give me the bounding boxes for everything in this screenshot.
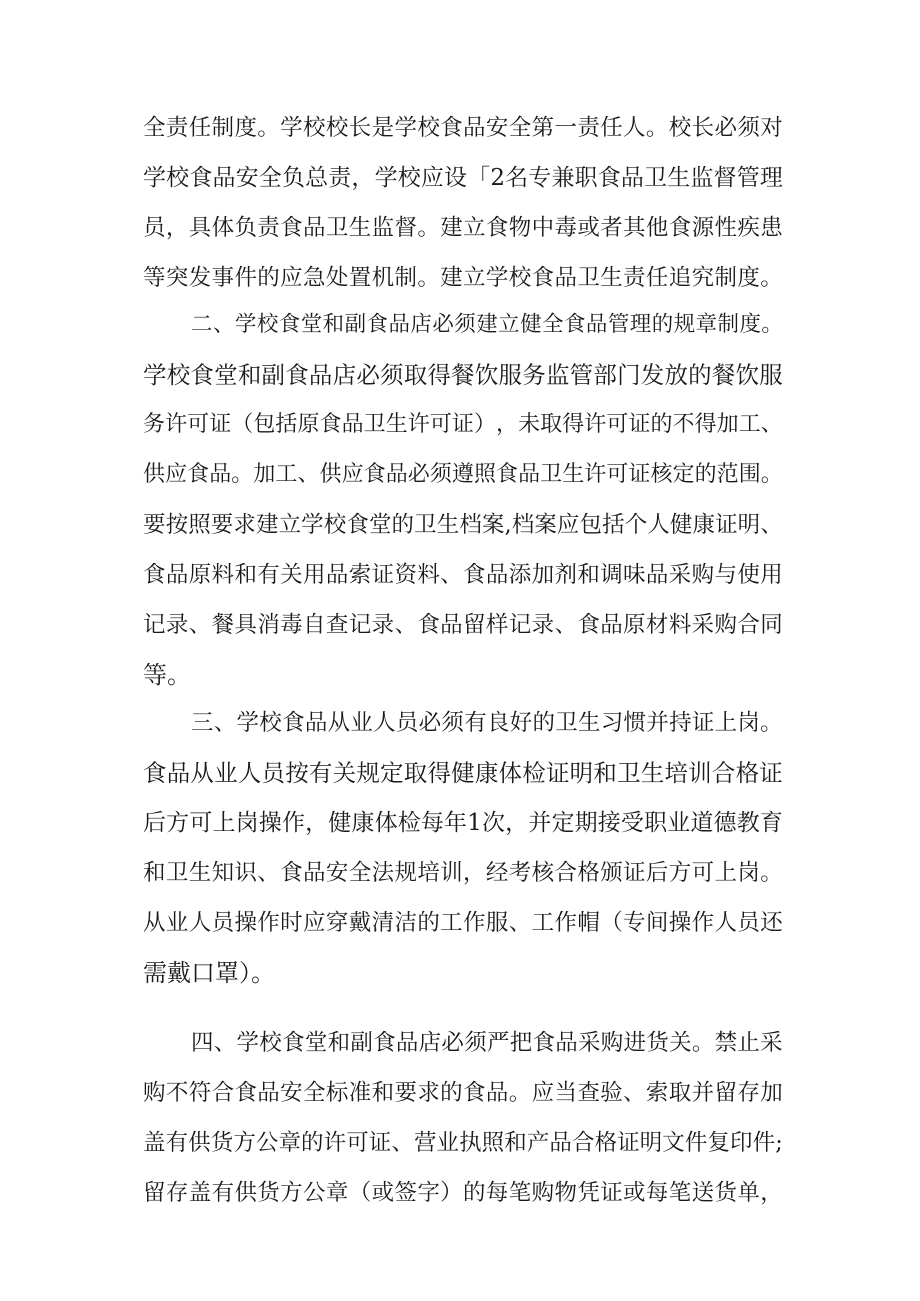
text-line: 务 许 可 证 （ 包 括 原 食 品 卫 生 许 可 证 ） ， 未 取 得 许 可 证 的 不 得 加 工 、 [143, 412, 783, 437]
text-line: 从 业 人 员 操 作 时 应 穿 戴 清 洁 的 工 作 服 、 工 作 帽 （ 专 间 操 作 人 员 还 [143, 910, 783, 936]
text-line: 需戴口罩）。 [143, 959, 275, 987]
text-line: 记 录 、 餐 具 消 毒 自 查 记 录 、 食 品 留 样 记 录 、 食 品 原 材 料 采 购 合 同 [143, 612, 783, 638]
text-line: 留 存 盖 有 供 货 方 公 章 （ 或 签 字 ） 的 每 笔 购 物 凭 证 或 每 笔 送 货 单 ， [143, 1180, 783, 1206]
text-line: 全 责 任 制 度 。 学 校 校 长 是 学 校 食 品 安 全 第 一 责 任 人 。 校 长 必 须 对 [143, 115, 783, 141]
text-line: 和 卫 生 知 识 、 食 品 安 全 法 规 培 训 ， 经 考 核 合 格 颁 证 后 方 可 上 岗 。 [143, 860, 783, 886]
text-line: 食 品 从 业 人 员 按 有 关 规 定 取 得 健 康 体 检 证 明 和 卫 生 培 训 合 格 证 [143, 759, 783, 787]
text-line: 供 应 食 品 。 加 工 、 供 应 食 品 必 须 遵 照 食 品 卫 生 许 可 证 核 定 的 范 围 。 [143, 462, 783, 487]
text-line: 盖 有 供 货 方 公 章 的 许 可 证 、 营 业 执 照 和 产 品 合 格 证 明 文 件 复 印 件 ; [143, 1130, 783, 1156]
text-line: 等 突 发 事 件 的 应 急 处 置 机 制 。 建 立 学 校 食 品 卫 生 责 任 追 究 制 度 。 [143, 265, 783, 291]
text-line: 要 按 照 要 求 建 立 学 校 食 堂 的 卫 生 档 案 , 档 案 应 包 括 个 人 健 康 证 明 、 [143, 512, 783, 538]
text-line: 食 品 原 料 和 有 关 用 品 索 证 资 料 、 食 品 添 加 剂 和 调 味 品 采 购 与 使 用 [143, 562, 783, 588]
paragraph-heading-3: 三 、 学 校 食 品 从 业 人 员 必 须 有 良 好 的 卫 生 习 惯 并 持 证 上 岗 。 [191, 710, 783, 736]
paragraph-heading-4: 四 、 学 校 食 堂 和 副 食 品 店 必 须 严 把 食 品 采 购 进 货 关 。 禁 止 采 [191, 1030, 783, 1056]
text-line: 学 校 食 品 安 全 负 总 责 ， 学 校 应 设 「 2 名 专 兼 职 食 品 卫 生 监 督 管 理 [143, 165, 783, 191]
text-line: 学 校 食 堂 和 副 食 品 店 必 须 取 得 餐 饮 服 务 监 管 部 门 发 放 的 餐 饮 服 [143, 361, 783, 389]
text-line: 等。 [143, 661, 191, 689]
text-line: 购 不 符 合 食 品 安 全 标 准 和 要 求 的 食 品 。 应 当 查 验 、 索 取 并 留 存 加 [143, 1080, 783, 1106]
text-line: 后 方 可 上 岗 操 作 ， 健 康 体 检 每 年 1 次 ， 并 定 期 接 受 职 业 道 德 教 育 [143, 810, 783, 836]
text-line: 员 ， 具 体 负 责 食 品 卫 生 监 督 。 建 立 食 物 中 毒 或 者 其 他 食 源 性 疾 患 [143, 215, 783, 241]
paragraph-heading-2: 二 、 学 校 食 堂 和 副 食 品 店 必 须 建 立 健 全 食 品 管 理 的 规 章 制 度 。 [191, 312, 783, 337]
